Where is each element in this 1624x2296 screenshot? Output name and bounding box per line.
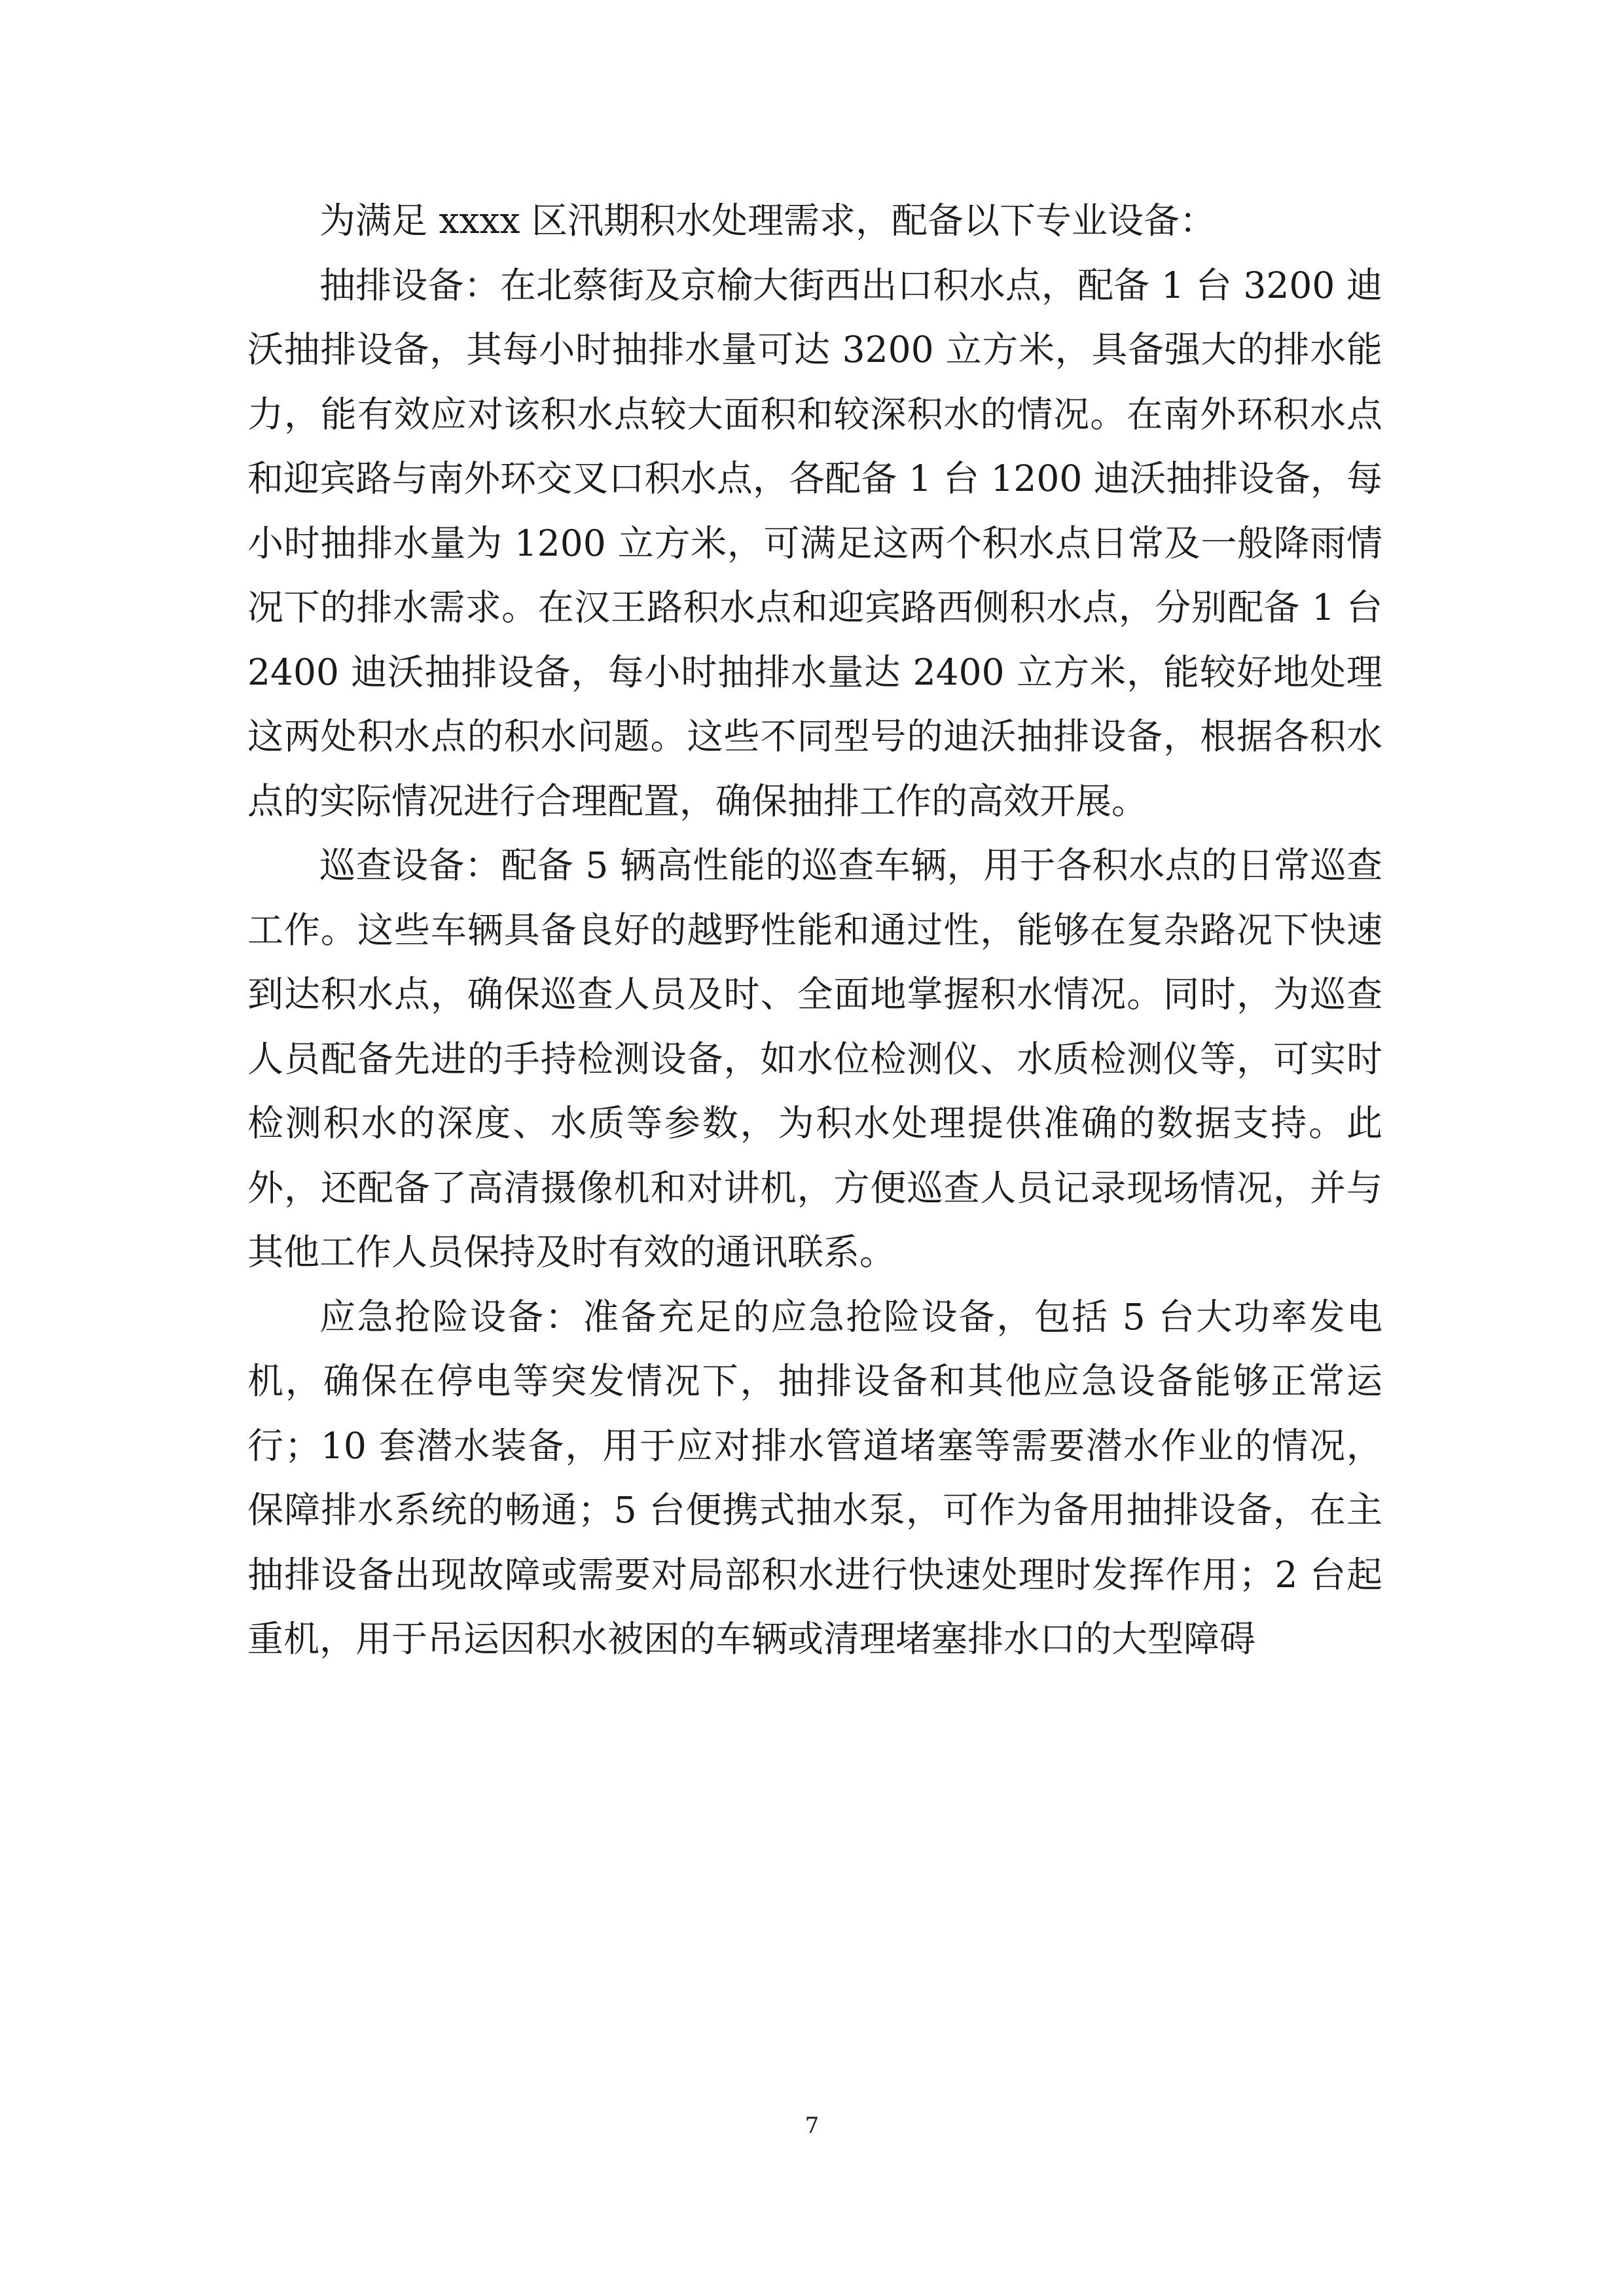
paragraph-intro: 为满足 xxxx 区汛期积水处理需求，配备以下专业设备： [319,200,1216,242]
paragraph-pumping-equipment: 抽排设备：在北蔡街及京榆大街西出口积水点，配备 1 台 3200 迪沃抽排设备，其每小时抽排水量可达 3200 立方米，具备强大的排水能力，能有效应对该积水点较大面积和较深积水的情况。在南外环积水点和迎宾路与南外环交叉口积水点，各配备 1 台 1200 迪沃抽排设备，每小时抽排水量为 1200 立方米，可满足这两个积水点日常及一般降雨情况下的排水需求。在汉王路积水点和迎宾路西侧积水点，分别配备 1 台 2400 迪沃抽排设备，每小时抽排水量达 2400 立方米，能较好地处理这两处积水点的积水问题。这些不同型号的迪沃抽排设备，根据各积水点的实际情况进行合理配置，确保抽排工作的高效开展。 [247,264,1382,822]
paragraph-emergency-equipment: 应急抢险设备：准备充足的应急抢险设备，包括 5 台大功率发电机，确保在停电等突发情况下，抽排设备和其他应急设备能够正常运行；10 套潜水装备，用于应对排水管道堵塞等需要潜水作业的情况，保障排水系统的畅通；5 台便携式抽水泵，可作为备用抽排设备，在主抽排设备出现故障或需要对局部积水进行快速处理时发挥作用；2 台起重机，用于吊运因积水被困的车辆或清理堵塞排水口的大型障碍 [247,1295,1382,1660]
page-number: 7 [804,2113,820,2139]
paragraph-inspection-equipment: 巡查设备：配备 5 辆高性能的巡查车辆，用于各积水点的日常巡查工作。这些车辆具备良好的越野性能和通过性，能够在复杂路况下快速到达积水点，确保巡查人员及时、全面地掌握积水情况。同时，为巡查人员配备先进的手持检测设备，如水位检测仪、水质检测仪等，可实时检测积水的深度、水质等参数，为积水处理提供准确的数据支持。此外，还配备了高清摄像机和对讲机，方便巡查人员记录现场情况，并与其他工作人员保持及时有效的通讯联系。 [247,844,1382,1273]
body-text [247,188,1382,1672]
